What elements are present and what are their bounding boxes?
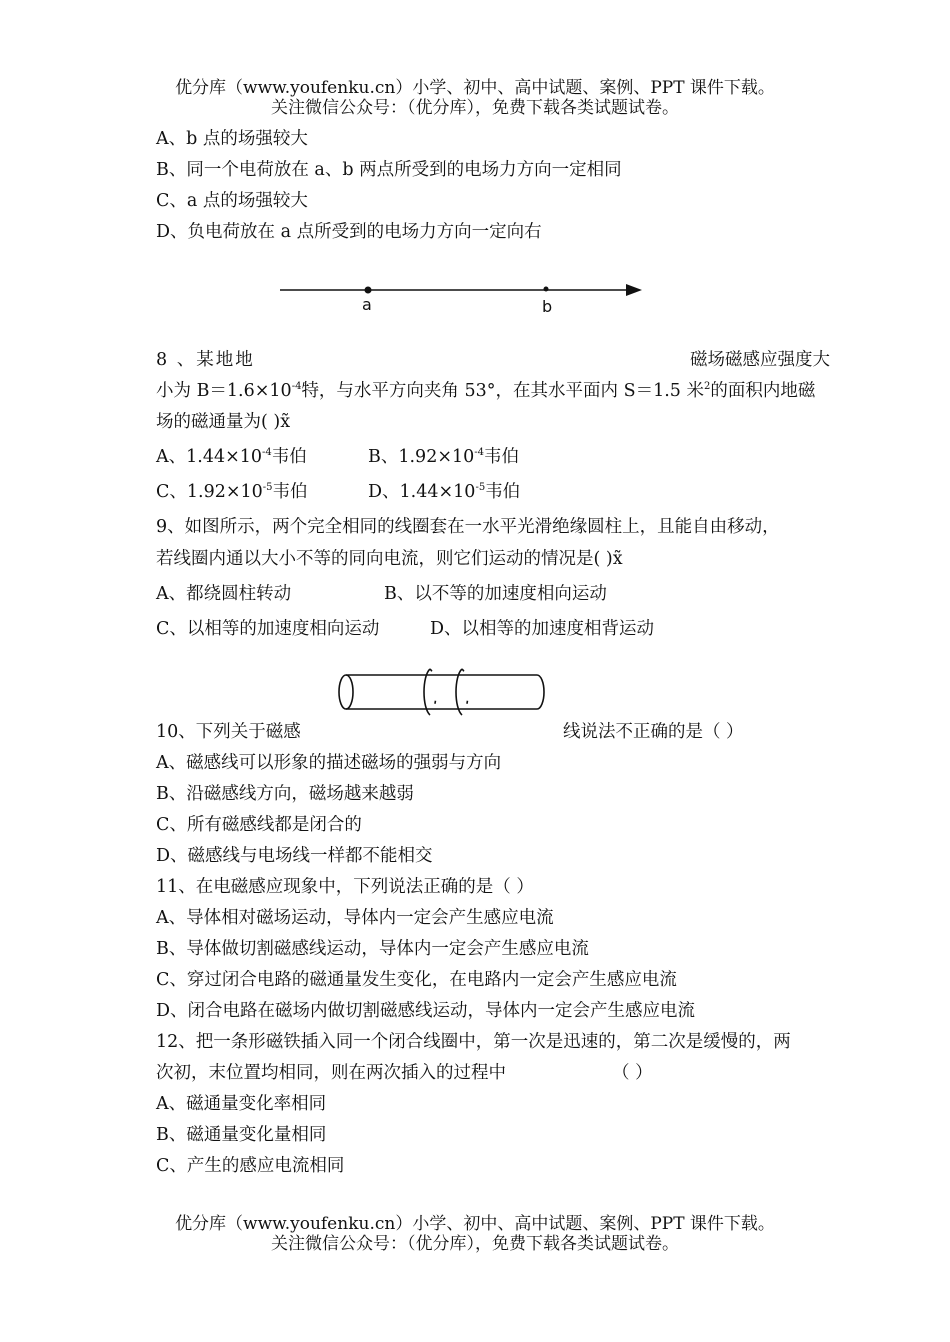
q12-option-b: B、磁通量变化量相同 <box>156 1125 327 1145</box>
coil-1 <box>424 669 436 715</box>
point-a-dot <box>365 287 372 294</box>
q7-option-a: A、b 点的场强较大 <box>156 129 308 149</box>
q7-option-b: B、同一个电荷放在 a、b 两点所受到的电场力方向一定相同 <box>156 160 622 180</box>
coil-2 <box>456 669 468 715</box>
q10-stem-right: 线说法不正确的是（ ） <box>563 722 744 742</box>
q8-stem-line-2: 小为 $B=1.6\times 10^{-4}$特，与水平方向夹角 53°，在其水平面内 S＝1.5 米$^2$的面积内地磁 <box>156 381 816 401</box>
q8-stem-right: 磁场磁感应强度大 <box>690 350 830 370</box>
q9-stem-line-1: 9、如图所示，两个完全相同的线圈套在一水平光滑绝缘圆柱上，且能自由移动， <box>156 517 780 537</box>
q10-option-c: C、所有磁感线都是闭合的 <box>156 815 362 835</box>
q9-option-c: C、以相等的加速度相向运动 <box>156 619 380 639</box>
q8-option-d: D、$1.44\times 10^{-5}$韦伯 <box>368 482 521 502</box>
q12-answer-paren: （ ） <box>612 1063 653 1083</box>
q9-option-d: D、以相等的加速度相背运动 <box>430 619 655 639</box>
q10-stem-left: 10、下列关于磁感 <box>156 722 301 742</box>
q8-stem-left: 8 、某地地 <box>156 350 255 370</box>
q11-option-b: B、导体做切割磁感线运动，导体内一定会产生感应电流 <box>156 939 589 959</box>
q10-option-b: B、沿磁感线方向，磁场越来越弱 <box>156 784 414 804</box>
header-line-2: 关注微信公众号：（优分库），免费下载各类试题试卷。 <box>271 98 679 118</box>
header-line-1: 优分库（www.youfenku.cn）小学、初中、高中试题、案例、PPT 课件下载。 <box>175 78 775 98</box>
q8-option-b: B、$1.92\times 10^{-4}$韦伯 <box>368 447 520 467</box>
cylinder-right-end <box>537 675 544 709</box>
q9-stem-line-2: 若线圈内通以大小不等的同向电流，则它们运动的情况是( )x̃ <box>156 549 623 569</box>
q8-stem-line-3: 场的磁通量为( )x̃ <box>156 412 291 432</box>
q12-stem-line-2: 次初，末位置均相同，则在两次插入的过程中 <box>156 1063 506 1083</box>
q8-option-a: A、$1.44\times 10^{-4}$韦伯 <box>156 447 307 467</box>
point-b-dot <box>544 287 549 292</box>
q12-option-a: A、磁通量变化率相同 <box>156 1094 327 1114</box>
cylinder-coils-figure <box>332 664 554 724</box>
q11-option-a: A、导体相对磁场运动，导体内一定会产生感应电流 <box>156 908 554 928</box>
q12-stem-line-1: 12、把一条形磁铁插入同一个闭合线圈中，第一次是迅速的，第二次是缓慢的，两 <box>156 1032 791 1052</box>
cylinder-left-end <box>339 675 353 709</box>
q12-option-c: C、产生的感应电流相同 <box>156 1156 345 1176</box>
point-a-label: a <box>362 295 372 314</box>
q11-stem: 11、在电磁感应现象中，下列说法正确的是（ ） <box>156 877 534 897</box>
q7-option-d: D、负电荷放在 a 点所受到的电场力方向一定向右 <box>156 222 542 242</box>
q9-option-a: A、都绕圆柱转动 <box>156 584 292 604</box>
footer-line-1: 优分库（www.youfenku.cn）小学、初中、高中试题、案例、PPT 课件下载。 <box>175 1214 775 1234</box>
q10-option-d: D、磁感线与电场线一样都不能相交 <box>156 846 433 866</box>
footer-line-2: 关注微信公众号：（优分库），免费下载各类试题试卷。 <box>271 1234 679 1254</box>
electric-field-line-figure <box>270 272 660 322</box>
q7-option-c: C、a 点的场强较大 <box>156 191 308 211</box>
arrow-head-icon <box>626 284 642 296</box>
point-b-label: b <box>542 297 553 316</box>
q11-option-d: D、闭合电路在磁场内做切割磁感线运动，导体内一定会产生感应电流 <box>156 1001 696 1021</box>
q11-option-c: C、穿过闭合电路的磁通量发生变化，在电路内一定会产生感应电流 <box>156 970 677 990</box>
q9-option-b: B、以不等的加速度相向运动 <box>384 584 607 604</box>
q8-option-c: C、$1.92\times 10^{-5}$韦伯 <box>156 482 308 502</box>
q10-option-a: A、磁感线可以形象的描述磁场的强弱与方向 <box>156 753 502 773</box>
